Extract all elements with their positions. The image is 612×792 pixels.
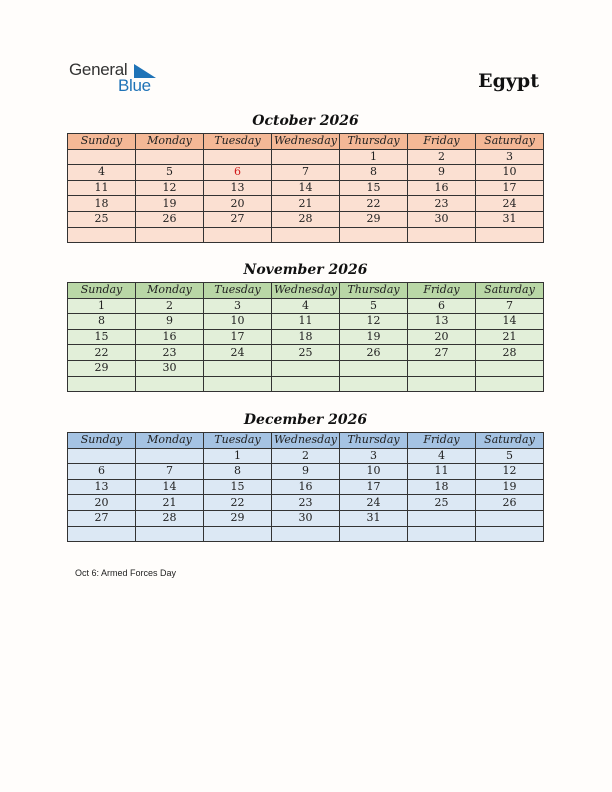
- day-cell: [408, 526, 476, 542]
- day-cell: 14: [272, 180, 340, 196]
- day-cell: 24: [340, 495, 408, 511]
- day-cell: [272, 526, 340, 542]
- day-cell: [68, 448, 136, 464]
- day-cell: [204, 526, 272, 542]
- day-cell: 27: [408, 345, 476, 361]
- day-cell: 1: [204, 448, 272, 464]
- day-cell: [476, 526, 544, 542]
- day-cell: 12: [476, 464, 544, 480]
- weekday-header: Friday: [408, 134, 476, 150]
- weekday-header: Saturday: [476, 283, 544, 299]
- day-cell: 7: [136, 464, 204, 480]
- week-row: [68, 149, 544, 165]
- day-cell: [136, 227, 204, 243]
- day-cell: 10: [476, 165, 544, 181]
- day-cell: 11: [408, 464, 476, 480]
- week-row: [68, 510, 544, 526]
- weekday-header: Wednesday: [272, 134, 340, 150]
- day-cell: 6: [68, 464, 136, 480]
- day-cell: 24: [476, 196, 544, 212]
- day-cell: [272, 376, 340, 392]
- day-cell: 7: [476, 298, 544, 314]
- week-row: [68, 464, 544, 480]
- day-cell: 2: [408, 149, 476, 165]
- week-row: [68, 376, 544, 392]
- weekday-header-row: [68, 134, 544, 150]
- week-row: [68, 165, 544, 181]
- day-cell: 26: [476, 495, 544, 511]
- weekday-header: Tuesday: [204, 433, 272, 449]
- day-cell: 27: [68, 510, 136, 526]
- day-cell: 26: [136, 211, 204, 227]
- day-cell: [408, 510, 476, 526]
- day-cell: 12: [340, 314, 408, 330]
- day-cell: 25: [408, 495, 476, 511]
- day-cell: 28: [136, 510, 204, 526]
- day-cell: 11: [68, 180, 136, 196]
- day-cell: 15: [68, 329, 136, 345]
- day-cell: 29: [340, 211, 408, 227]
- day-cell: [68, 376, 136, 392]
- day-cell: 13: [68, 479, 136, 495]
- weekday-header: Sunday: [68, 283, 136, 299]
- day-cell: [136, 376, 204, 392]
- week-row: [68, 180, 544, 196]
- day-cell: 30: [272, 510, 340, 526]
- day-cell: 5: [340, 298, 408, 314]
- calendar-body: [68, 149, 544, 243]
- weekday-header: Friday: [408, 433, 476, 449]
- day-cell: 10: [204, 314, 272, 330]
- calendar-body: [68, 448, 544, 542]
- day-cell: [68, 227, 136, 243]
- day-cell: 6: [408, 298, 476, 314]
- week-row: [68, 227, 544, 243]
- day-cell: [476, 227, 544, 243]
- day-cell: [408, 360, 476, 376]
- day-cell: 23: [136, 345, 204, 361]
- calendar-body: [68, 298, 544, 392]
- weekday-header-row: [68, 433, 544, 449]
- calendar-december: [67, 432, 544, 542]
- day-cell: 14: [136, 479, 204, 495]
- day-cell: 26: [340, 345, 408, 361]
- day-cell: 24: [204, 345, 272, 361]
- day-cell: [340, 227, 408, 243]
- week-row: [68, 196, 544, 212]
- day-cell: 21: [136, 495, 204, 511]
- weekday-header: Sunday: [68, 433, 136, 449]
- day-cell: 13: [408, 314, 476, 330]
- day-cell: 29: [204, 510, 272, 526]
- day-cell: 28: [272, 211, 340, 227]
- weekday-header: Tuesday: [204, 283, 272, 299]
- day-cell: 25: [272, 345, 340, 361]
- day-cell: 16: [136, 329, 204, 345]
- day-cell: [204, 376, 272, 392]
- day-cell: 27: [204, 211, 272, 227]
- day-cell: 3: [340, 448, 408, 464]
- weekday-header: Monday: [136, 134, 204, 150]
- week-row: [68, 448, 544, 464]
- day-cell: 23: [408, 196, 476, 212]
- brand-logo: [69, 60, 169, 96]
- day-cell: [204, 149, 272, 165]
- month-title-november: November 2026: [243, 262, 368, 278]
- day-cell: 9: [136, 314, 204, 330]
- weekday-header: Wednesday: [272, 433, 340, 449]
- week-row: [68, 345, 544, 361]
- week-row: [68, 479, 544, 495]
- day-cell: [476, 510, 544, 526]
- day-cell: [340, 376, 408, 392]
- day-cell: [272, 149, 340, 165]
- day-cell: 23: [272, 495, 340, 511]
- holiday-note: Oct 6: Armed Forces Day: [75, 568, 177, 578]
- weekday-header: Saturday: [476, 134, 544, 150]
- weekday-header: Monday: [136, 433, 204, 449]
- month-title-october: October 2026: [252, 113, 359, 129]
- day-cell: 3: [476, 149, 544, 165]
- day-cell: 8: [340, 165, 408, 181]
- day-cell: 16: [272, 479, 340, 495]
- day-cell: 2: [136, 298, 204, 314]
- day-cell: 1: [68, 298, 136, 314]
- weekday-header: Thursday: [340, 433, 408, 449]
- day-cell: 18: [272, 329, 340, 345]
- calendar-november: [67, 282, 544, 392]
- week-row: [68, 526, 544, 542]
- day-cell: 1: [340, 149, 408, 165]
- week-row: [68, 495, 544, 511]
- day-cell: 6: [204, 165, 272, 181]
- day-cell: 30: [408, 211, 476, 227]
- day-cell: [272, 227, 340, 243]
- day-cell: 25: [68, 211, 136, 227]
- weekday-header: Sunday: [68, 134, 136, 150]
- day-cell: 31: [340, 510, 408, 526]
- day-cell: [136, 448, 204, 464]
- weekday-header: Saturday: [476, 433, 544, 449]
- day-cell: 8: [204, 464, 272, 480]
- day-cell: 11: [272, 314, 340, 330]
- day-cell: 18: [68, 196, 136, 212]
- day-cell: 17: [340, 479, 408, 495]
- day-cell: 15: [204, 479, 272, 495]
- day-cell: 19: [340, 329, 408, 345]
- day-cell: 22: [68, 345, 136, 361]
- day-cell: 17: [476, 180, 544, 196]
- weekday-header: Friday: [408, 283, 476, 299]
- day-cell: [476, 360, 544, 376]
- day-cell: 22: [204, 495, 272, 511]
- day-cell: 28: [476, 345, 544, 361]
- day-cell: [340, 526, 408, 542]
- day-cell: 29: [68, 360, 136, 376]
- day-cell: 4: [272, 298, 340, 314]
- day-cell: [408, 376, 476, 392]
- weekday-header: Tuesday: [204, 134, 272, 150]
- day-cell: [136, 526, 204, 542]
- day-cell: 9: [272, 464, 340, 480]
- calendar-october: [67, 133, 544, 243]
- day-cell: 4: [68, 165, 136, 181]
- day-cell: 18: [408, 479, 476, 495]
- weekday-header: Thursday: [340, 134, 408, 150]
- day-cell: 13: [204, 180, 272, 196]
- day-cell: 10: [340, 464, 408, 480]
- day-cell: 20: [408, 329, 476, 345]
- day-cell: [136, 149, 204, 165]
- day-cell: 20: [68, 495, 136, 511]
- day-cell: [476, 376, 544, 392]
- month-title-december: December 2026: [243, 412, 368, 428]
- day-cell: [204, 227, 272, 243]
- day-cell: 3: [204, 298, 272, 314]
- day-cell: 20: [204, 196, 272, 212]
- day-cell: 22: [340, 196, 408, 212]
- day-cell: [68, 149, 136, 165]
- day-cell: 14: [476, 314, 544, 330]
- day-cell: [408, 227, 476, 243]
- day-cell: 17: [204, 329, 272, 345]
- day-cell: 5: [476, 448, 544, 464]
- logo-text-blue: Blue: [118, 76, 151, 95]
- country-title: Egypt: [478, 70, 539, 92]
- week-row: [68, 298, 544, 314]
- day-cell: 8: [68, 314, 136, 330]
- day-cell: 21: [272, 196, 340, 212]
- day-cell: 30: [136, 360, 204, 376]
- day-cell: [68, 526, 136, 542]
- weekday-header: Monday: [136, 283, 204, 299]
- weekday-header-row: [68, 283, 544, 299]
- week-row: [68, 329, 544, 345]
- day-cell: 31: [476, 211, 544, 227]
- weekday-header: Thursday: [340, 283, 408, 299]
- day-cell: 15: [340, 180, 408, 196]
- day-cell: 19: [476, 479, 544, 495]
- day-cell: [340, 360, 408, 376]
- weekday-header: Wednesday: [272, 283, 340, 299]
- day-cell: 4: [408, 448, 476, 464]
- day-cell: [272, 360, 340, 376]
- day-cell: 16: [408, 180, 476, 196]
- day-cell: 7: [272, 165, 340, 181]
- day-cell: [204, 360, 272, 376]
- week-row: [68, 314, 544, 330]
- day-cell: 9: [408, 165, 476, 181]
- day-cell: 2: [272, 448, 340, 464]
- day-cell: 5: [136, 165, 204, 181]
- day-cell: 12: [136, 180, 204, 196]
- week-row: [68, 211, 544, 227]
- logo-text-general: General: [69, 60, 128, 79]
- day-cell: 21: [476, 329, 544, 345]
- day-cell: 19: [136, 196, 204, 212]
- week-row: [68, 360, 544, 376]
